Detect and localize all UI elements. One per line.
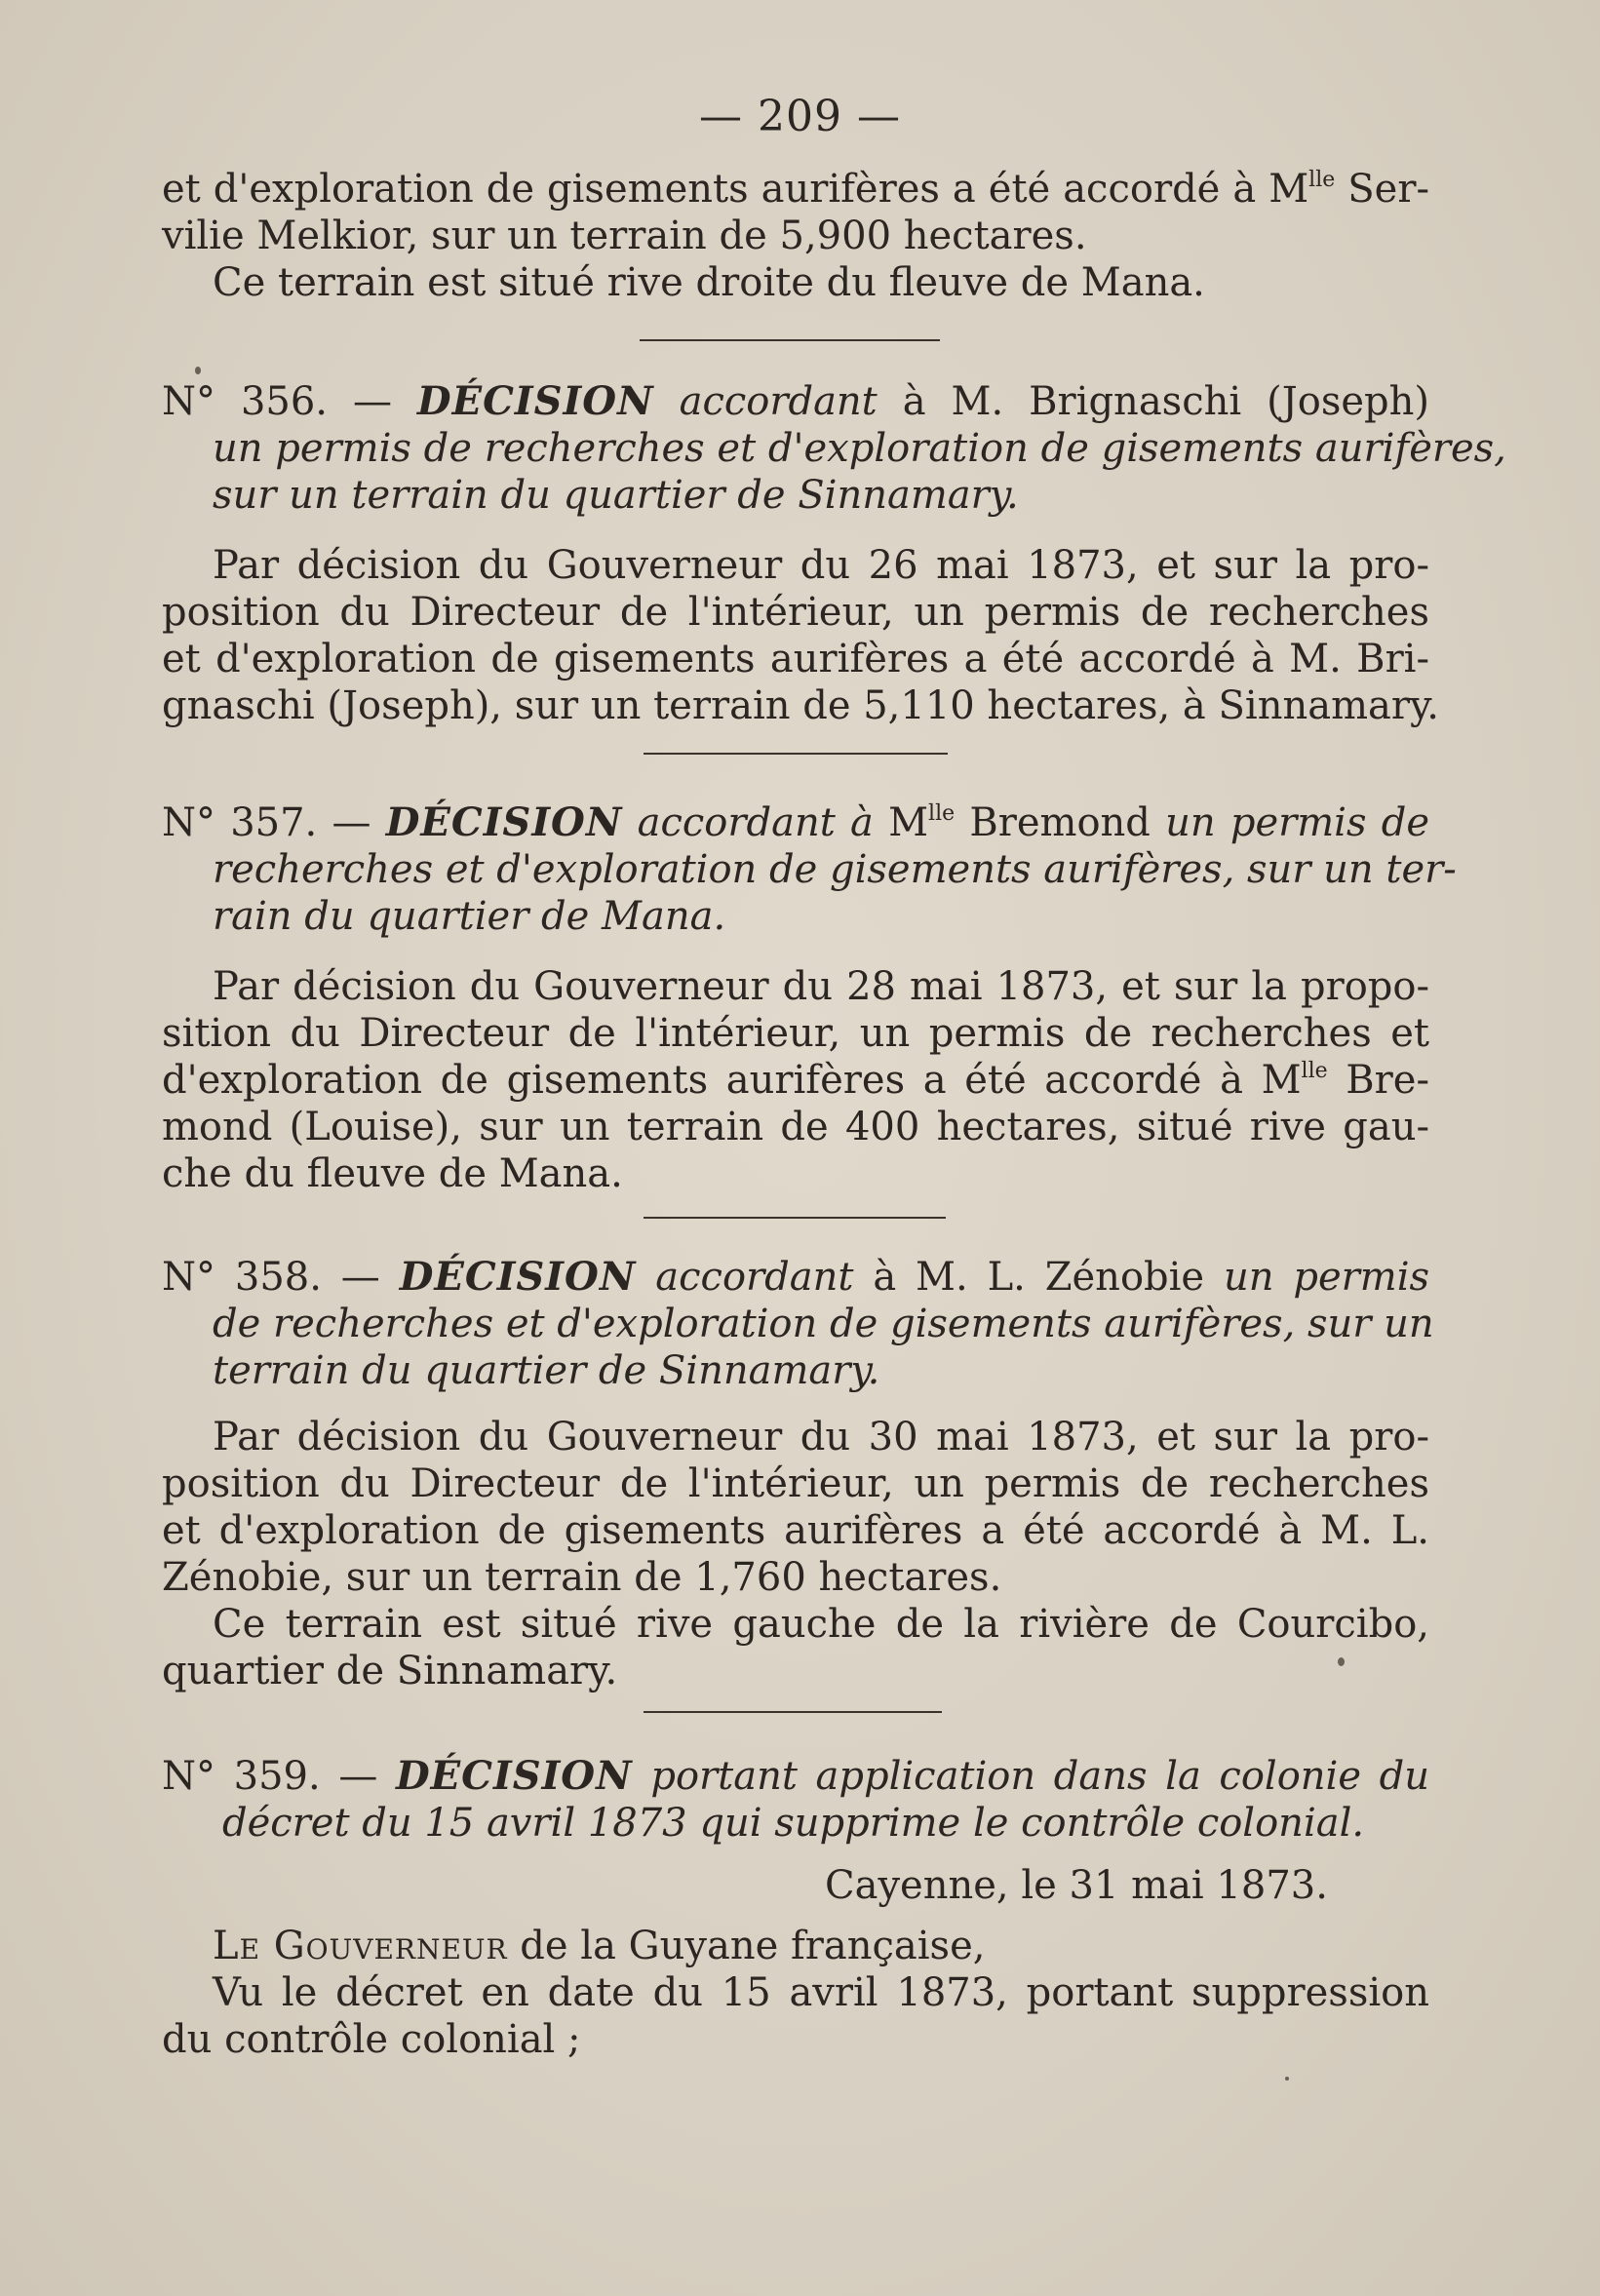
body-line: sition du Directeur de l'intérieur, un permis de recherches et bbox=[162, 1011, 1429, 1056]
body-line: gnaschi (Joseph), sur un terrain de 5,110 hectares, à Sinnamary. bbox=[162, 683, 1439, 728]
body-line: Zénobie, sur un terrain de 1,760 hectares. bbox=[162, 1555, 1002, 1600]
separator-rule bbox=[644, 1217, 946, 1219]
body-line: d'exploration de gisements aurifères a été accordé à $M^{lle}$ Bre- bbox=[162, 1058, 1429, 1103]
text-line: et d'exploration de gisements aurifères a été accordé à $M^{lle}$ Ser- bbox=[162, 167, 1429, 212]
ink-speck bbox=[195, 367, 201, 374]
body-line: che du fleuve de Mana. bbox=[162, 1151, 623, 1196]
heading-line: terrain du quartier de Sinnamary. bbox=[213, 1348, 880, 1393]
heading-line: recherches et d'exploration de gisements aurifères, sur un ter- bbox=[213, 847, 1457, 892]
separator-rule bbox=[640, 339, 940, 341]
body-line: Le Gouverneur de la Guyane française, bbox=[213, 1924, 986, 1968]
body-line: Par décision du Gouverneur du 28 mai 1873, et sur la propo- bbox=[213, 964, 1429, 1009]
body-line: Ce terrain est situé rive gauche de la rivière de Courcibo, bbox=[213, 1602, 1429, 1647]
decision-heading: N° 359. — DÉCISION portant application dans la colonie du bbox=[162, 1753, 1430, 1799]
page-number: — 209 — bbox=[699, 92, 901, 141]
heading-line: décret du 15 avril 1873 qui supprime le contrôle colonial. bbox=[222, 1801, 1365, 1846]
decision-heading: N° 356. — DÉCISION accordant à M. Brignaschi (Joseph) bbox=[162, 378, 1429, 424]
body-line: et d'exploration de gisements aurifères a été accordé à M. Bri- bbox=[162, 637, 1429, 681]
body-line: position du Directeur de l'intérieur, un permis de recherches bbox=[162, 590, 1429, 635]
separator-rule bbox=[644, 753, 948, 755]
body-line: mond (Louise), sur un terrain de 400 hectares, situé rive gau- bbox=[162, 1105, 1429, 1149]
text-line: vilie Melkior, sur un terrain de 5,900 hectares. bbox=[162, 214, 1087, 258]
body-line: Vu le décret en date du 15 avril 1873, portant suppression bbox=[213, 1970, 1429, 2015]
separator-rule bbox=[644, 1711, 942, 1713]
body-line: et d'exploration de gisements aurifères a été accordé à M. L. bbox=[162, 1508, 1429, 1553]
body-line: Par décision du Gouverneur du 30 mai 1873, et sur la pro- bbox=[213, 1415, 1429, 1459]
decision-heading: N° 357. — DÉCISION accordant à $M^{lle}$ Bremond un permis de bbox=[162, 799, 1429, 845]
heading-line: rain du quartier de Mana. bbox=[213, 894, 726, 939]
ink-speck bbox=[1285, 2077, 1289, 2081]
body-line: du contrôle colonial ; bbox=[162, 2017, 581, 2062]
text-line: Ce terrain est situé rive droite du fleuve de Mana. bbox=[213, 260, 1205, 305]
body-line: Par décision du Gouverneur du 26 mai 1873, et sur la pro- bbox=[213, 543, 1429, 588]
dateline: Cayenne, le 31 mai 1873. bbox=[825, 1863, 1328, 1908]
body-line: position du Directeur de l'intérieur, un permis de recherches bbox=[162, 1461, 1429, 1506]
body-line: quartier de Sinnamary. bbox=[162, 1649, 618, 1693]
ink-speck bbox=[1338, 1657, 1345, 1666]
decision-heading: N° 358. — DÉCISION accordant à M. L. Zénobie un permis bbox=[162, 1254, 1430, 1300]
heading-line: un permis de recherches et d'exploration de gisements aurifères, bbox=[213, 426, 1506, 471]
heading-line: de recherches et d'exploration de gisements aurifères, sur un bbox=[213, 1302, 1434, 1346]
heading-line: sur un terrain du quartier de Sinnamary. bbox=[213, 473, 1019, 518]
